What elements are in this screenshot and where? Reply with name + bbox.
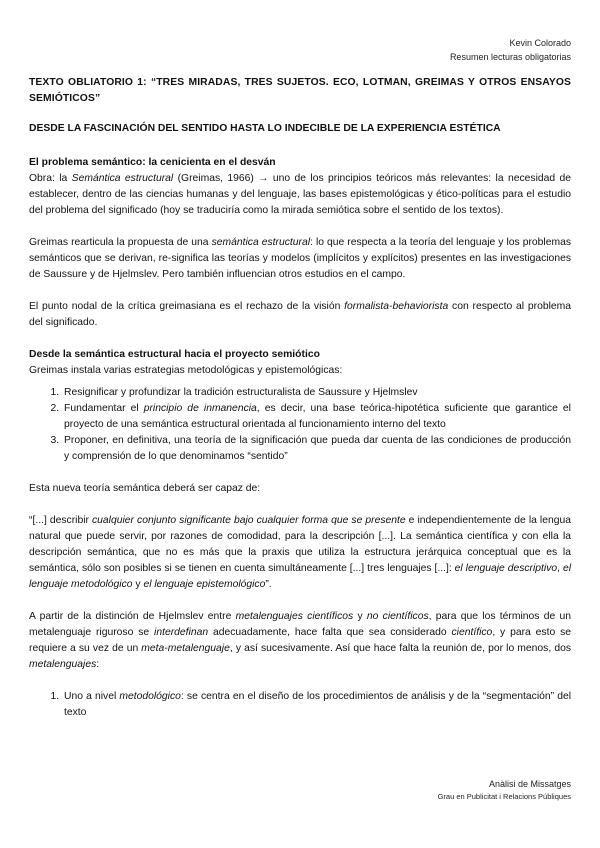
footer-course: Anàlisi de Missatges <box>488 779 571 789</box>
paragraph-strategies-intro: Greimas instala varias estrategias metodológicas y epistemológicas: <box>29 365 343 376</box>
list-item: 2. Fundamentar el principio de inmanencia, es decir, una base teórica-hipotética suficiente que garantice el proyecto de una semántica estructural orientada al funcionamiento interno del texto <box>62 401 571 433</box>
list-item: 3. Proponer, en definitiva, una teoría de la significación que pueda dar cuenta de las condiciones de producción y comprensión de lo que denominamos “sentido” <box>62 433 571 465</box>
paragraph-greimas-rearticula: Greimas rearticula la propuesta de una semántica estructural: lo que respecta a la teoría del lenguaje y los problemas semánticos que se derivan, re-significa las teorías y modelos (implícitos y explícitos) presentes en las investigaciones de Saussure y de Hjelmslev. Pero también influencian otros estudios en el campo. <box>29 237 572 280</box>
list-item: 1. Uno a nivel metodológico: se centra en el diseño de los procedimientos de análisis y de la “segmentación” del texto <box>62 689 571 721</box>
section-heading-semantic-problem: El problema semántico: la cenicienta en el desván <box>29 157 276 168</box>
paragraph-obra: Obra: la Semántica estructural (Greimas, 1966) → uno de los principios teóricos más relevantes: la necesidad de establecer, dentro de las ciencias humanas y del lenguaje, las bases epistemológicas y ético-políticas para el estudio del problema del significado (hoy se traduciría como la mirada semiótica sobre el sentido de los textos). <box>29 173 572 216</box>
list-item: 1. Resignificar y profundizar la tradición estructuralista de Saussure y Hjelmslev <box>62 385 571 401</box>
paragraph-quote: “[...] describir cualquier conjunto significante bajo cualquier forma que se presente e independientemente de la lengua natural que puede servir, por razones de comodidad, para la descripción [...]. La semántica científica y con ella la descripción semántica, que no es más que la praxis que utiliza la estructura jerárquica conceptual que es la semántica, sólo son posibles si se tienen en cuenta simultáneamente [...] tres lenguajes [...]: el lenguaje descriptivo, el lenguaje metodológico y el lenguaje epistemológico”. <box>29 515 572 590</box>
page-header <box>450 36 571 64</box>
metalanguages-list <box>29 689 571 721</box>
page-footer <box>438 777 571 802</box>
footer-degree: Grau en Publicitat i Relacions Públiques <box>437 792 571 801</box>
section-heading-semiotic-project: Desde la semántica estructural hacia el proyecto semiótico <box>29 349 320 360</box>
header-subtitle: Resumen lecturas obligatorias <box>449 52 571 62</box>
paragraph-theory-capable: Esta nueva teoría semántica deberá ser capaz de: <box>29 483 261 494</box>
strategies-list <box>29 385 571 465</box>
paragraph-hjelmslev-distinction: A partir de la distinción de Hjelmslev entre metalenguajes científicos y no científicos, para que los términos de un metalenguaje riguroso se interdefinan adecuadamente, hace falta que sea considerado científico, y para esto se requiere a su vez de un meta-metalenguaje, y así sucesivamente. Así que hace falta la reunión de, por lo menos, dos metalenguajes: <box>29 611 572 670</box>
paragraph-punto-nodal: El punto nodal de la crítica greimasiana es el rechazo de la visión formalista-behaviorista con respecto al problema del significado. <box>29 301 571 328</box>
header-author: Kevin Colorado <box>509 38 571 48</box>
document-title: TEXTO OBLIATORIO 1: “TRES MIRADAS, TRES SUJETOS. ECO, LOTMAN, GREIMAS Y OTROS ENSAYOS SEMIÓTICOS” <box>29 77 571 104</box>
document-body <box>29 75 571 737</box>
document-subtitle: DESDE LA FASCINACIÓN DEL SENTIDO HASTA LO INDECIBLE DE LA EXPERIENCIA ESTÉTICA <box>29 123 501 134</box>
